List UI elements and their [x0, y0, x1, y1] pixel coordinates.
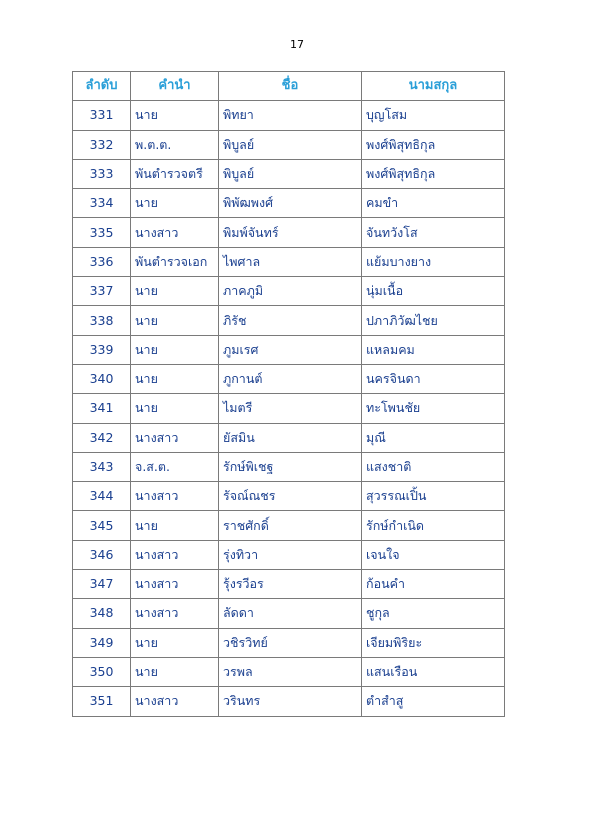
row-last-name-cell: ก้อนคำ [362, 570, 505, 599]
row-first-name-cell: ยัสมิน [219, 423, 362, 452]
row-first-name-cell: ไพศาล [219, 247, 362, 276]
row-first-name-cell: พิพัฒพงศ์ [219, 189, 362, 218]
table-row [73, 335, 505, 364]
row-title-cell: นางสาว [131, 570, 219, 599]
row-title-cell: พันตำรวจตรี [131, 159, 219, 188]
row-title-cell: นาย [131, 364, 219, 393]
table-row [73, 159, 505, 188]
table-row [73, 189, 505, 218]
row-last-name-cell: ปภาภิวัฒไชย [362, 306, 505, 335]
row-title-cell: จ.ส.ต. [131, 452, 219, 481]
row-title-cell: นางสาว [131, 540, 219, 569]
row-last-name-cell: เจนใจ [362, 540, 505, 569]
row-index-cell: 337 [73, 277, 131, 306]
row-first-name-cell: รัจณ์ณชร [219, 482, 362, 511]
row-index-cell: 342 [73, 423, 131, 452]
table-row [73, 306, 505, 335]
row-title-cell: นาย [131, 394, 219, 423]
row-first-name-cell: ไมตรี [219, 394, 362, 423]
row-title-cell: นางสาว [131, 687, 219, 716]
row-index-cell: 338 [73, 306, 131, 335]
row-index-cell: 351 [73, 687, 131, 716]
row-last-name-cell: ทะโพนชัย [362, 394, 505, 423]
table-row [73, 423, 505, 452]
row-title-cell: นางสาว [131, 218, 219, 247]
row-first-name-cell: พิบูลย์ [219, 130, 362, 159]
row-index-cell: 335 [73, 218, 131, 247]
table-row [73, 364, 505, 393]
table-row [73, 570, 505, 599]
row-title-cell: นางสาว [131, 482, 219, 511]
row-index-cell: 346 [73, 540, 131, 569]
row-index-cell: 348 [73, 599, 131, 628]
row-index-cell: 339 [73, 335, 131, 364]
row-index-cell: 345 [73, 511, 131, 540]
table-row [73, 628, 505, 657]
row-first-name-cell: วรินทร [219, 687, 362, 716]
row-index-cell: 347 [73, 570, 131, 599]
row-first-name-cell: ภูมเรศ [219, 335, 362, 364]
row-index-cell: 343 [73, 452, 131, 481]
row-first-name-cell: พิทยา [219, 101, 362, 130]
row-first-name-cell: ราชศักดิ์ [219, 511, 362, 540]
row-title-cell: นาย [131, 657, 219, 686]
row-last-name-cell: พงศ์พิสุทธิกุล [362, 130, 505, 159]
table-row [73, 247, 505, 276]
table-row [73, 482, 505, 511]
row-first-name-cell: ภาคภูมิ [219, 277, 362, 306]
row-title-cell: นาย [131, 277, 219, 306]
header-first-name: ชื่อ [219, 72, 362, 101]
row-first-name-cell: พิบูลย์ [219, 159, 362, 188]
row-last-name-cell: สุวรรณเปิ้น [362, 482, 505, 511]
row-last-name-cell: นุ่มเนื้อ [362, 277, 505, 306]
row-last-name-cell: แหลมคม [362, 335, 505, 364]
row-index-cell: 344 [73, 482, 131, 511]
table-row [73, 394, 505, 423]
row-last-name-cell: จันทวังโส [362, 218, 505, 247]
header-last-name: นามสกุล [362, 72, 505, 101]
row-first-name-cell: ลัดดา [219, 599, 362, 628]
header-index: ลำดับ [73, 72, 131, 101]
table-row [73, 657, 505, 686]
row-title-cell: นาย [131, 511, 219, 540]
row-index-cell: 331 [73, 101, 131, 130]
row-title-cell: นาย [131, 189, 219, 218]
row-title-cell: นาย [131, 628, 219, 657]
row-index-cell: 350 [73, 657, 131, 686]
table-row [73, 511, 505, 540]
row-last-name-cell: นครจินดา [362, 364, 505, 393]
table-row [73, 452, 505, 481]
row-index-cell: 341 [73, 394, 131, 423]
row-first-name-cell: รุ่งทิวา [219, 540, 362, 569]
row-last-name-cell: รักษ์กำเนิด [362, 511, 505, 540]
row-first-name-cell: รุ้งรวีอร [219, 570, 362, 599]
row-last-name-cell: เจียมพิริยะ [362, 628, 505, 657]
row-first-name-cell: วชิรวิทย์ [219, 628, 362, 657]
row-index-cell: 334 [73, 189, 131, 218]
row-title-cell: นางสาว [131, 423, 219, 452]
row-index-cell: 340 [73, 364, 131, 393]
table-row [73, 277, 505, 306]
row-index-cell: 332 [73, 130, 131, 159]
row-index-cell: 333 [73, 159, 131, 188]
row-last-name-cell: แสงชาติ [362, 452, 505, 481]
table-row [73, 218, 505, 247]
table-row [73, 687, 505, 716]
row-first-name-cell: วรพล [219, 657, 362, 686]
row-title-cell: นางสาว [131, 599, 219, 628]
table-header-row [73, 72, 505, 101]
row-title-cell: พันตำรวจเอก [131, 247, 219, 276]
page-number: 17 [290, 38, 304, 51]
row-first-name-cell: พิมพ์จันทร์ [219, 218, 362, 247]
name-list-table [72, 71, 505, 717]
row-last-name-cell: แย้มบางยาง [362, 247, 505, 276]
row-last-name-cell: ตำสำสู [362, 687, 505, 716]
row-last-name-cell: ชูกุล [362, 599, 505, 628]
row-first-name-cell: ภิรัช [219, 306, 362, 335]
header-title: คำนำ [131, 72, 219, 101]
row-title-cell: นาย [131, 306, 219, 335]
row-last-name-cell: บุญโสม [362, 101, 505, 130]
row-last-name-cell: คมขำ [362, 189, 505, 218]
row-title-cell: พ.ต.ต. [131, 130, 219, 159]
table-row [73, 540, 505, 569]
row-first-name-cell: ภูกานต์ [219, 364, 362, 393]
row-last-name-cell: แสนเรือน [362, 657, 505, 686]
row-index-cell: 336 [73, 247, 131, 276]
row-last-name-cell: มุณี [362, 423, 505, 452]
table-body [73, 101, 505, 716]
row-index-cell: 349 [73, 628, 131, 657]
table-row [73, 599, 505, 628]
row-title-cell: นาย [131, 101, 219, 130]
row-title-cell: นาย [131, 335, 219, 364]
row-first-name-cell: รักษ์พิเชฐ [219, 452, 362, 481]
table-row [73, 130, 505, 159]
table-row [73, 101, 505, 130]
row-last-name-cell: พงศ์พิสุทธิกุล [362, 159, 505, 188]
